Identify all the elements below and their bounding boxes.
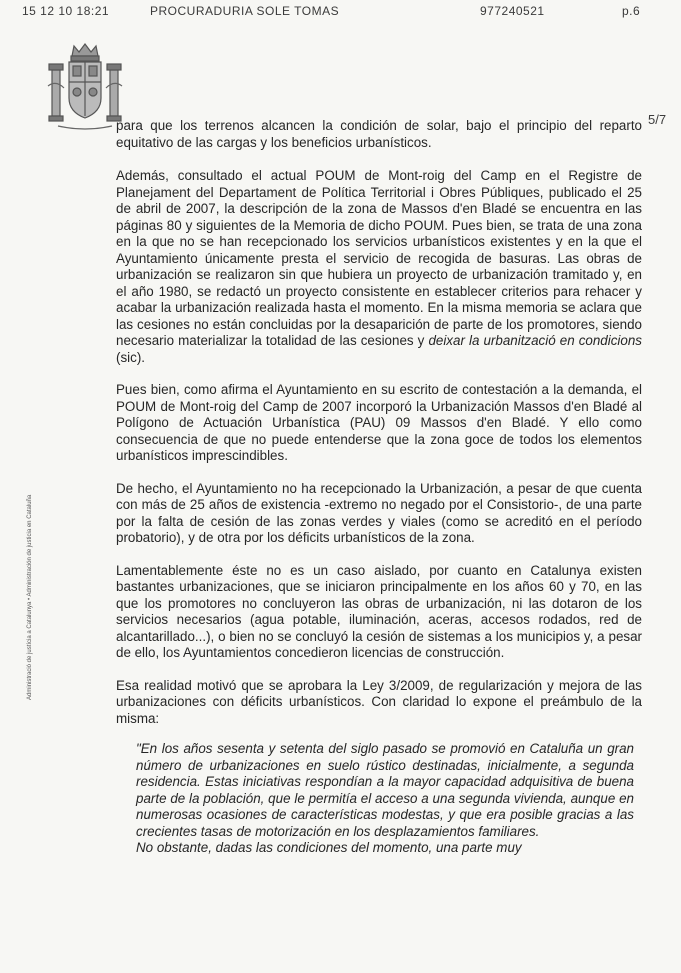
coat-of-arms-icon — [44, 42, 126, 134]
paragraph-4: De hecho, el Ayuntamiento no ha recepcionado la Urbanización, a pesar de que cuenta con más de 25 años de existencia -extremo no negado por el Consistorio-, de una parte por la falta de cesión de las zonas verdes y viales (como se acreditó en el período probatorio), y de otra por los déficits urbanísticos de la zona. — [116, 480, 642, 545]
fax-header — [22, 4, 662, 20]
document-body — [116, 118, 642, 857]
paragraph-2-end: (sic). — [116, 349, 146, 365]
page-fraction: 5/7 — [648, 112, 667, 127]
paragraph-2-text: Además, consultado el actual POUM de Mont-roig del Camp en el Registre de Planejament del Departament de Política Territorial i Obres Públiques, publicado el 25 de abril de 2007, la descripción de la zona de Massos d'en Bladé se encuentra en las páginas 80 y siguientes de la Memoria de dicho POUM. Pues bien, se trata de una zona en la que no se han recepcionado los servicios urbanísticos existentes y en la que el Ayuntamiento únicamente presta el servicio de recogida de basuras. Las obras de urbanización se realizaron sin que hubiera un proyecto de urbanización tramitado y, en el año 1980, se redactó un proyecto consistente en establecer criterios para rehacer y acabar la urbanización realizada hasta el momento. En la misma memoria se aclara que las cesiones no están concluidas por la desaparición de parte de los promotores, siendo necesario materializar la totalidad de las cesiones y — [116, 168, 642, 348]
fax-page-number: p.6 — [622, 4, 641, 18]
fax-sender: PROCURADURIA SOLE TOMAS — [150, 4, 340, 18]
paragraph-5: Lamentablemente éste no es un caso aislado, por cuanto en Catalunya existen bastantes urbanizaciones, que se iniciaron principalmente en los años 60 y 70, en las que los promotores no concluyeron las obras de urbanización, ni las dotaron de los servicios necesarios (agua potable, iluminación, aceras, accesos rodados, red de alcantarillado...), o bien no se concluyó la cesión de sistemas a los municipios y, a pesar de ello, los Ayuntamientos concedieron licencias de construcción. — [116, 562, 642, 660]
quoted-preamble-continued: No obstante, dadas las condiciones del momento, una parte muy — [136, 840, 522, 855]
paragraph-6: Esa realidad motivó que se aprobara la Ley 3/2009, de regularización y mejora de las urbanizaciones con déficits urbanísticos. Con claridad lo expone el preámbulo de la misma: — [116, 677, 642, 726]
paragraph-3: Pues bien, como afirma el Ayuntamiento en su escrito de contestación a la demanda, el POUM de Mont-roig del Camp de 2007 incorporó la Urbanización Massos d'en Bladé al Polígono de Actuación Urbanística (PAU) 09 Massos d'en Bladé. Y ello como consecuencia de que no puede entenderse que la zona goce de todos los elementos urbanísticos imprescindibles. — [116, 382, 642, 463]
fax-number: 977240521 — [480, 4, 545, 18]
fax-date-time: 15 12 10 18:21 — [22, 4, 110, 18]
paragraph-2 — [116, 168, 642, 366]
margin-note-text: Administració de justícia a Catalunya • Administración de justicia en Cataluña — [27, 494, 33, 700]
paragraph-1: para que los terrenos alcancen la condición de solar, bajo el principio del reparto equitativo de las cargas y los beneficios urbanísticos. — [116, 118, 642, 150]
paragraph-2-italic: deixar la urbanització en condicions — [428, 333, 642, 348]
quoted-preamble: "En los años sesenta y setenta del siglo pasado se promovió en Cataluña un gran número de urbanizaciones en suelo rústico destinadas, inicialmente, a segunda residencia. Estas iniciativas respondían a la mayor capacidad adquisitiva de buena parte de la población, que le permitía el acceso a una segunda vivienda, aunque en numerosas ocasiones de características modestas, y que era posible gracias a las crecientes tasas de motorización en los desplazamientos familiares. — [136, 741, 634, 839]
